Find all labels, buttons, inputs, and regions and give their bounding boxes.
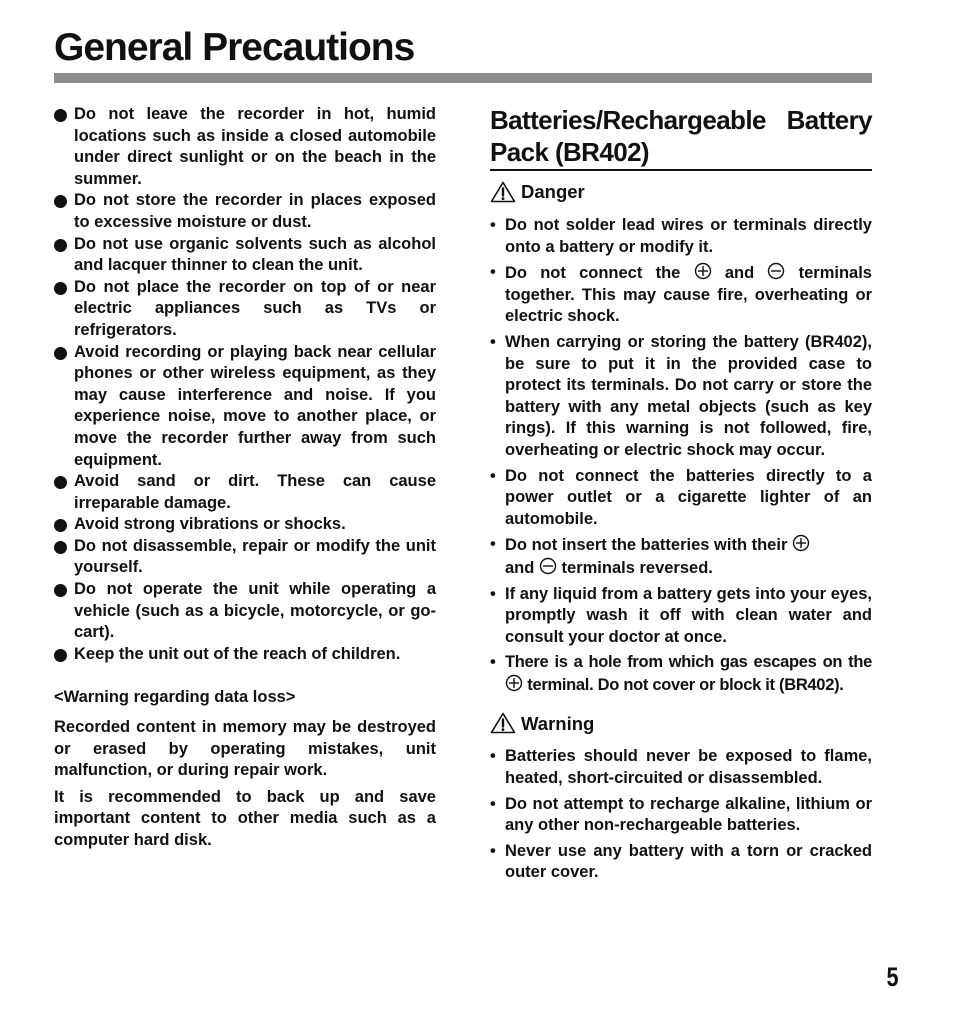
title-rule <box>54 73 872 83</box>
list-item: • Do not solder lead wires or terminals directly onto a battery or modify it. <box>490 216 872 256</box>
danger-label: Danger <box>521 181 585 203</box>
left-column <box>54 104 436 857</box>
bullet-dot-icon <box>54 584 67 597</box>
bullet-icon: • <box>490 653 496 672</box>
bullet-dot-icon <box>54 195 67 208</box>
list-item: Do not operate the unit while operating a vehicle (such as a bicycle, motorcycle, or go-cart). <box>54 579 436 644</box>
list-item: • There is a hole from which gas escapes on the terminal. Do not cover or block it (BR402). <box>490 653 872 694</box>
danger-heading <box>490 181 872 203</box>
list-item: • If any liquid from a battery gets into your eyes, promptly wash it off with clean water and consult your doctor at once. <box>490 584 872 646</box>
bullet-icon: • <box>490 841 496 860</box>
list-item: Do not leave the recorder in hot, humid locations such as inside a closed automobile under direct sunlight or on the beach in the summer. <box>54 104 436 190</box>
data-loss-paragraph: It is recommended to back up and save important content to other media such as a computer hard disk. <box>54 787 436 849</box>
bullet-dot-icon <box>54 476 67 489</box>
list-item: Do not store the recorder in places exposed to excessive moisture or dust. <box>54 190 436 233</box>
danger-list <box>490 215 872 696</box>
list-item: Avoid sand or dirt. These can cause irreparable damage. <box>54 471 436 514</box>
bullet-icon: • <box>490 466 496 485</box>
bullet-dot-icon <box>54 347 67 360</box>
warning-heading <box>490 712 872 734</box>
precautions-list <box>54 104 436 665</box>
plus-terminal-icon <box>694 262 712 280</box>
bullet-icon: • <box>490 263 496 282</box>
list-item: Do not use organic solvents such as alcohol and lacquer thinner to clean the unit. <box>54 234 436 277</box>
bullet-icon: • <box>490 216 496 234</box>
list-item: Do not disassemble, repair or modify the unit yourself. <box>54 536 436 579</box>
bullet-dot-icon <box>54 649 67 662</box>
list-item: • Do not attempt to recharge alkaline, lithium or any other non-rechargeable batteries. <box>490 794 872 835</box>
warning-label: Warning <box>521 712 595 734</box>
list-item: Keep the unit out of the reach of children. <box>54 644 436 666</box>
page-number: 5 <box>886 962 899 992</box>
list-item: • When carrying or storing the battery (BR402), be sure to put it in the provided case to protect its terminals. Do not carry or store the battery with any metal objects (such as key rings). If this warning is not followed, fire, overheating or electric shock may occur. <box>490 332 872 459</box>
list-item: Do not place the recorder on top of or near electric appliances such as TVs or refrigerators. <box>54 277 436 342</box>
list-item: • Do not connect the and terminals together. This may cause fire, overheating or electric shock. <box>490 263 872 326</box>
list-item: • Do not connect the batteries directly to a power outlet or a cigarette lighter of an automobile. <box>490 466 872 528</box>
warning-triangle-icon <box>490 181 516 203</box>
bullet-dot-icon <box>54 239 67 252</box>
bullet-icon: • <box>490 332 496 351</box>
bullet-icon: • <box>490 535 496 554</box>
minus-terminal-icon <box>539 557 557 575</box>
bullet-icon: • <box>490 747 496 766</box>
bullet-dot-icon <box>54 541 67 554</box>
warning-list <box>490 746 872 884</box>
list-item: • Never use any battery with a torn or cracked outer cover. <box>490 841 872 882</box>
bullet-dot-icon <box>54 109 67 122</box>
list-item: • Batteries should never be exposed to flame, heated, short-circuited or disassembled. <box>490 747 872 788</box>
warning-triangle-icon <box>490 712 516 734</box>
bullet-dot-icon <box>54 282 67 295</box>
data-loss-heading: <Warning regarding data loss> <box>54 688 296 707</box>
batteries-heading: Batteries/Rechargeable Battery Pack (BR402) <box>490 104 872 171</box>
list-item: Avoid recording or playing back near cellular phones or other wireless equipment, as they may cause interference and noise. If you experience noise, move to another place, or move the recorder further away from such equipment. <box>54 342 436 472</box>
page-title: General Precautions <box>54 26 415 69</box>
list-item: • Do not insert the batteries with their and terminals reversed. <box>490 534 872 579</box>
list-item: Avoid strong vibrations or shocks. <box>54 514 436 536</box>
plus-terminal-icon <box>505 674 523 692</box>
right-column <box>490 104 872 888</box>
plus-terminal-icon <box>792 534 810 552</box>
data-loss-paragraph: Recorded content in memory may be destroyed or erased by operating mistakes, unit malfunction, or during repair work. <box>54 718 436 780</box>
bullet-dot-icon <box>54 519 67 532</box>
minus-terminal-icon <box>767 262 785 280</box>
bullet-icon: • <box>490 794 496 813</box>
bullet-icon: • <box>490 584 496 603</box>
